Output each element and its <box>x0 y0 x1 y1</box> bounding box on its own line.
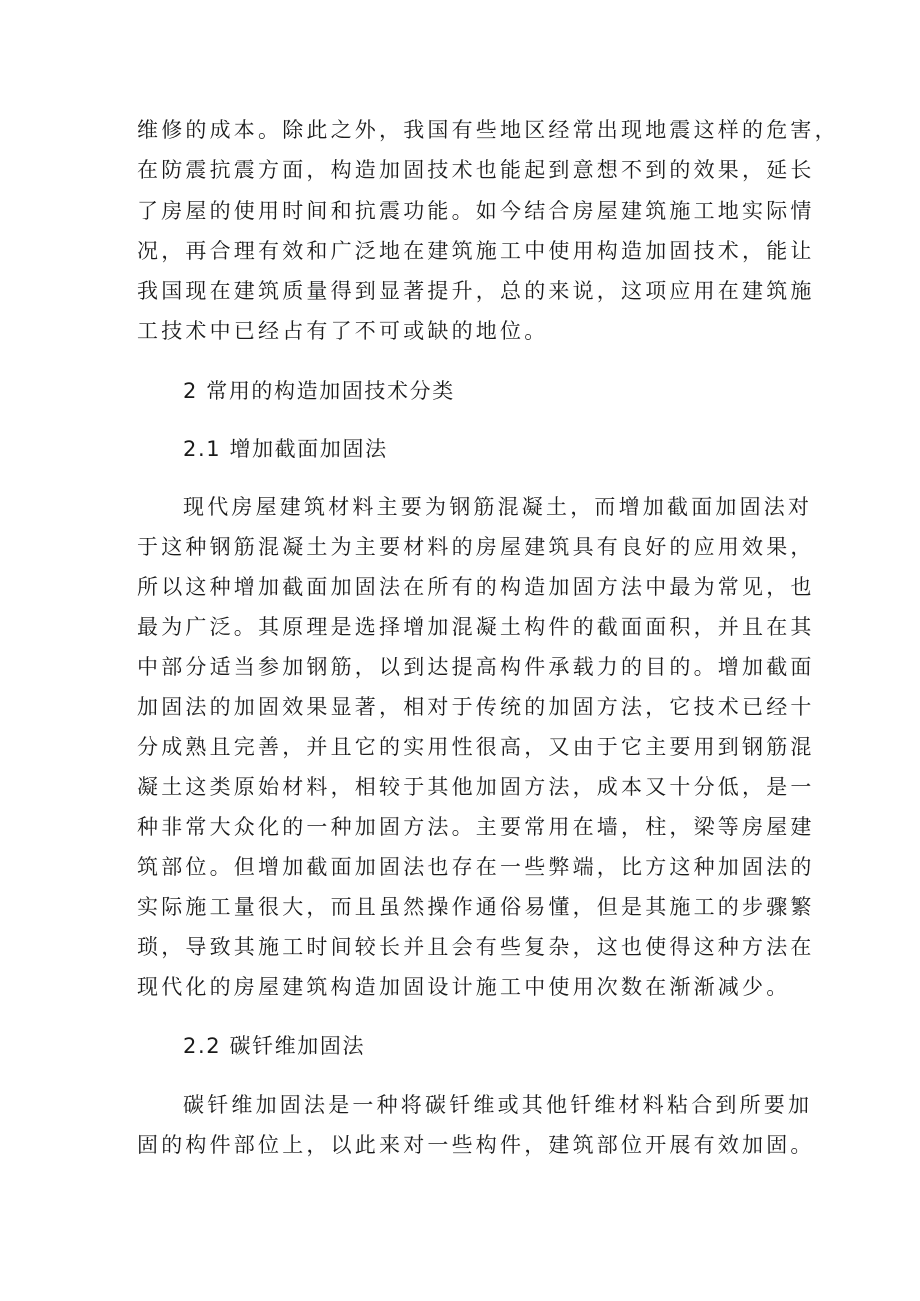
text-line: 琐，导致其施工时间较长并且会有些复杂，这也使得这种方法在 <box>137 935 815 959</box>
text-line: 中部分适当参加钢筋，以到达提高构件承载力的目的。增加截面 <box>137 655 815 679</box>
text-line: 维修的成本。除此之外，我国有些地区经常出现地震这样的危害， <box>137 118 839 142</box>
text-line: 所以这种增加截面加固法在所有的构造加固方法中最为常见，也 <box>137 575 815 599</box>
text-line: 况，再合理有效和广泛地在建筑施工中使用构造加固技术，能让 <box>137 239 815 263</box>
text-line: 最为广泛。其原理是选择增加混凝土构件的截面面积，并且在其 <box>137 615 815 639</box>
text-line: 了房屋的使用时间和抗震功能。如今结合房屋建筑施工地实际情 <box>137 199 815 223</box>
text-line: 实际施工量很大，而且虽然操作通俗易懂，但是其施工的步骤繁 <box>137 895 815 919</box>
text-line: 碳钎维加固法是一种将碳钎维或其他钎维材料粘合到所要加 <box>183 1093 813 1117</box>
text-line: 固的构件部位上，以此来对一些构件，建筑部位开展有效加固。 <box>137 1133 815 1157</box>
text-line: 凝土这类原始材料，相较于其他加固方法，成本又十分低，是一 <box>137 775 815 799</box>
text-line: 分成熟且完善，并且它的实用性很高，又由于它主要用到钢筋混 <box>137 735 815 759</box>
text-line: 种非常大众化的一种加固方法。主要常用在墙，柱，梁等房屋建 <box>137 815 815 839</box>
text-line: 于这种钢筋混凝土为主要材料的房屋建筑具有良好的应用效果， <box>137 535 815 559</box>
text-line: 现代房屋建筑材料主要为钢筋混凝土，而增加截面加固法对 <box>183 495 813 519</box>
text-line: 我国现在建筑质量得到显著提升，总的来说，这项应用在建筑施 <box>137 279 815 303</box>
text-line: 在防震抗震方面，构造加固技术也能起到意想不到的效果，延长 <box>137 158 815 182</box>
text-line: 现代化的房屋建筑构造加固设计施工中使用次数在渐渐减少。 <box>137 975 791 999</box>
text-line: 工技术中已经占有了不可或缺的地位。 <box>137 319 549 343</box>
text-line: 筑部位。但增加截面加固法也存在一些弊端，比方这种加固法的 <box>137 855 815 879</box>
subsection-heading: 2.1 增加截面加固法 <box>183 437 388 461</box>
section-heading: 2 常用的构造加固技术分类 <box>183 379 455 403</box>
subsection-heading: 2.2 碳钎维加固法 <box>183 1034 366 1058</box>
text-line: 加固法的加固效果显著，相对于传统的加固方法，它技术已经十 <box>137 695 815 719</box>
